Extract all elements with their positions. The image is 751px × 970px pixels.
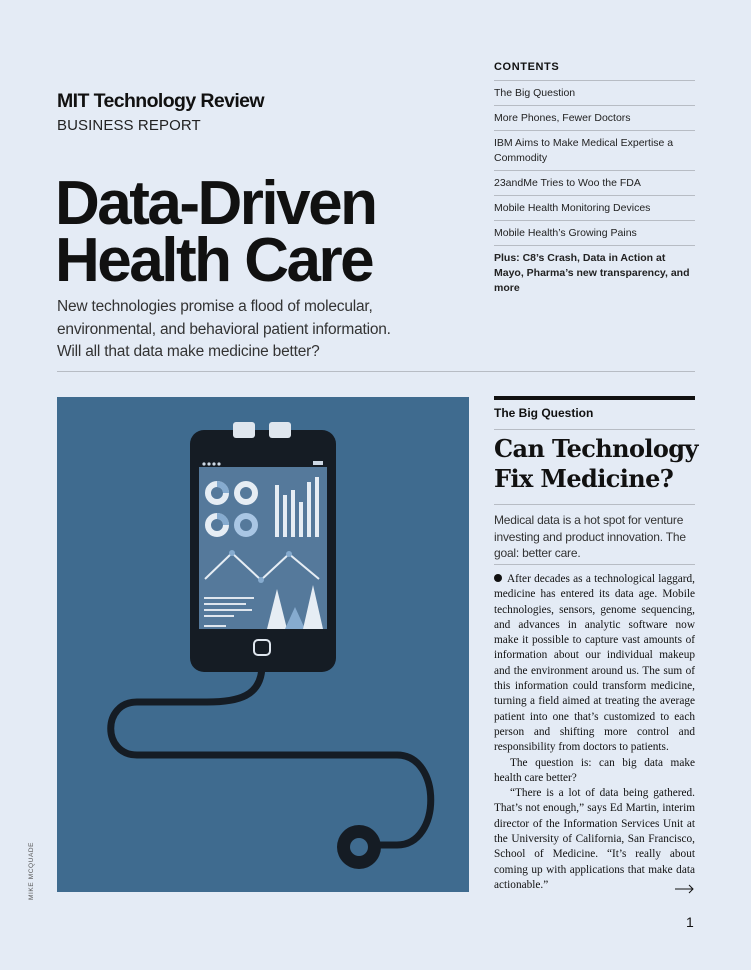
article-title-line-2: Fix Medicine? — [494, 464, 674, 493]
rule — [494, 564, 695, 565]
toc-item-ibm[interactable]: IBM Aims to Make Medical Expertise a Commodity — [494, 131, 695, 171]
toc-item-plus[interactable]: Plus: C8’s Crash, Data in Action at Mayo, Pharma’s new transparency, and more — [494, 252, 690, 294]
rule — [494, 504, 695, 505]
rule — [494, 429, 695, 430]
section-label: The Big Question — [494, 406, 594, 420]
continue-arrow-icon[interactable] — [675, 884, 695, 894]
toc-item-23andme[interactable]: 23andMe Tries to Woo the FDA — [494, 171, 695, 196]
illustration-credit: MIKE MCQUADE — [28, 841, 35, 900]
article-title — [494, 434, 704, 494]
bullet-icon — [494, 574, 502, 582]
illustration-phone-stethoscope — [57, 397, 469, 892]
toc-item-growing-pains[interactable]: Mobile Health’s Growing Pains — [494, 221, 695, 246]
article-paragraph: “There is a lot of data being gathered. That’s not enough,” says Ed Martin, interim director of the Information Services Unit at the University of California, San Francisco, School of Medicine. “It’s really about coming up with applications that make data actionable.” — [494, 787, 695, 891]
contents-heading: CONTENTS — [494, 61, 560, 73]
section-divider — [57, 371, 695, 372]
toc-item-big-question[interactable]: The Big Question — [494, 81, 695, 106]
title-line-1: Data-Driven — [55, 169, 376, 238]
article-paragraph: After decades as a technological laggard, medicine has entered its data age. Mobile technologies, sensors, genome sequencing, and advances in analytic software now make it possible to capture vast amounts of information about our individual makeup and the environment around us. The sum of this information could transform medicine, turning a field aimed at treating the average patient into one that’s customized to each person and shifting more control and responsibility from doctors to patients. — [494, 573, 695, 754]
page-number: 1 — [686, 914, 694, 930]
title-line-2: Health Care — [55, 226, 373, 295]
brand-name: MIT Technology Review — [57, 90, 264, 112]
table-of-contents — [494, 80, 695, 300]
article-body — [494, 572, 695, 893]
article-title-line-1: Can Technology — [494, 434, 698, 463]
page-title — [55, 169, 376, 295]
article-dek: Medical data is a hot spot for venture investing and product innovation. The goal: better care. — [494, 513, 686, 560]
report-type: BUSINESS REPORT — [57, 117, 201, 134]
article-paragraph: The question is: can big data make health care better? — [494, 756, 695, 784]
toc-item-more-phones[interactable]: More Phones, Fewer Doctors — [494, 106, 695, 131]
page-subtitle: New technologies promise a flood of molecular, environmental, and behavioral patient information. Will all that data make medicine better? — [57, 298, 391, 360]
toc-item-monitoring-devices[interactable]: Mobile Health Monitoring Devices — [494, 196, 695, 221]
article-top-rule — [494, 396, 695, 400]
